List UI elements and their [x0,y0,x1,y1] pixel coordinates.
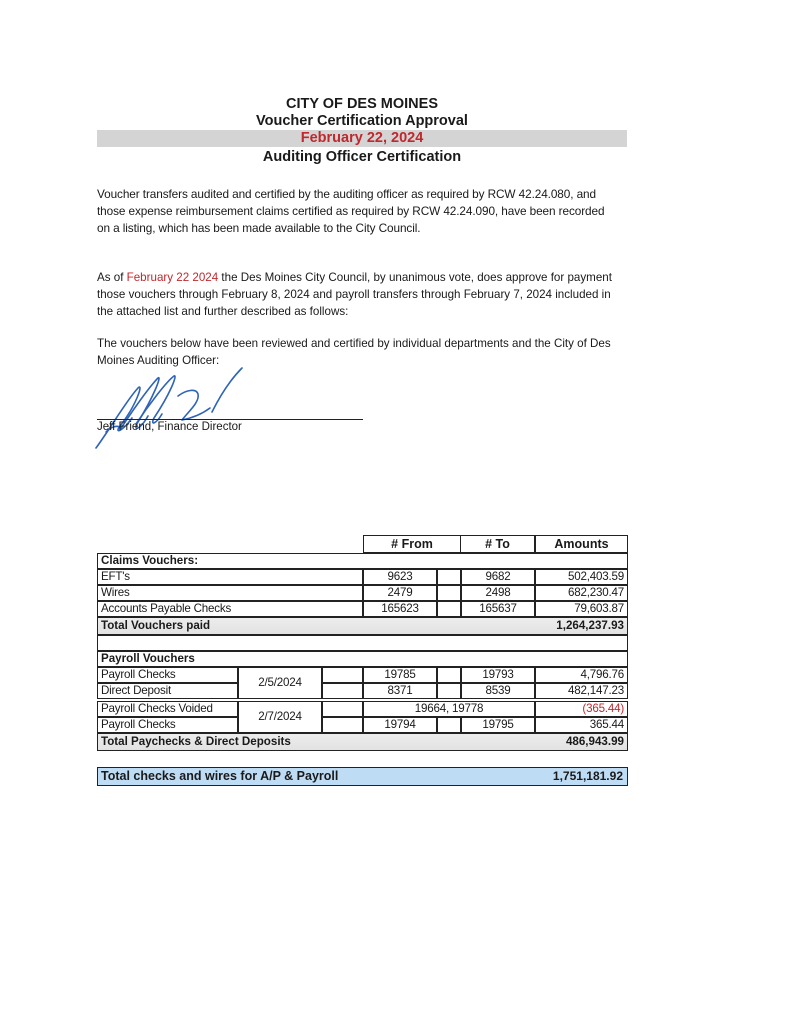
approval-text: the Des Moines City Council, by unanimous vote, does approve for payment those vouchers through February 8, 2024 and payroll transfers through February 7, 2024 included in the attached list and further described as follows: [97,271,612,319]
row-to: 19793 [461,667,535,683]
row-amount: 482,147.23 [535,683,628,699]
spacer-cell [322,701,363,717]
row-from: 19785 [363,667,437,683]
header-amounts: Amounts [535,535,628,553]
header-from: # From [363,535,461,553]
row-label: Payroll Checks [97,667,238,683]
approval-paragraph [97,269,617,321]
row-to: 9682 [461,569,535,585]
total-payroll-label: Total Paychecks & Direct Deposits [97,733,628,751]
row-from: 165623 [363,601,437,617]
row-amount: 682,230.47 [535,585,628,601]
spacer-cell [437,585,461,601]
row-to: 19795 [461,717,535,733]
signature-icon [92,366,292,456]
spacer-cell [322,667,363,683]
city-name: CITY OF DES MOINES [285,96,438,112]
row-label: Wires [97,585,363,601]
total-vouchers-amount: 1,264,237.93 [556,619,624,632]
row-amount: 502,403.59 [535,569,628,585]
row-to: 8539 [461,683,535,699]
row-from: 8371 [363,683,437,699]
spacer-cell [437,717,461,733]
document-subtitle: Auditing Officer Certification [262,149,462,165]
signature-line [97,419,363,420]
row-voided-range: 19664, 19778 [363,701,535,717]
approval-date: February 22, 2024 [97,130,627,147]
review-paragraph: The vouchers below have been reviewed and certified by individual departments and the City of Des Moines Auditing Officer: [97,337,611,368]
section-payroll-vouchers: Payroll Vouchers [97,651,628,667]
document-title: Voucher Certification Approval [256,113,468,129]
row-to: 165637 [461,601,535,617]
payroll-date-group-1: 2/5/2024 [238,667,322,699]
certification-paragraph: Voucher transfers audited and certified by the auditing officer as required by RCW 42.24.080, and those expense reimbursement claims certified as required by RCW 42.24.090, have been recorded on a listing, which has been made available to the City Council. [97,187,605,236]
row-amount: 79,603.87 [535,601,628,617]
total-payroll-amount: 486,943.99 [565,735,624,748]
spacer-cell [437,569,461,585]
grand-total-label: Total checks and wires for A/P & Payroll [97,767,628,786]
row-amount: 365.44 [535,717,628,733]
spacer-cell [322,683,363,699]
row-from: 19794 [363,717,437,733]
row-label: Accounts Payable Checks [97,601,363,617]
header-to: # To [461,535,535,553]
row-label: Payroll Checks [97,717,238,733]
spacer-cell [437,601,461,617]
row-amount-negative: (365.44) [535,701,628,717]
approval-date-inline: February 22 2024 [126,271,219,284]
row-label: Direct Deposit [97,683,238,699]
row-from: 9623 [363,569,437,585]
row-from: 2479 [363,585,437,601]
row-label: Payroll Checks Voided [97,701,238,717]
grand-total-amount: 1,751,181.92 [552,769,623,783]
spacer-cell [437,683,461,699]
row-to: 2498 [461,585,535,601]
section-claims-vouchers: Claims Vouchers: [97,553,628,569]
approval-prefix: As of [97,271,127,284]
spacer-cell [437,667,461,683]
row-amount: 4,796.76 [535,667,628,683]
blank-row [97,635,628,651]
signatory-name: Jeff Friend, Finance Director [97,421,242,433]
row-label: EFT's [97,569,363,585]
total-vouchers-label: Total Vouchers paid [97,617,628,635]
payroll-date-group-2: 2/7/2024 [238,701,322,733]
spacer-cell [322,717,363,733]
